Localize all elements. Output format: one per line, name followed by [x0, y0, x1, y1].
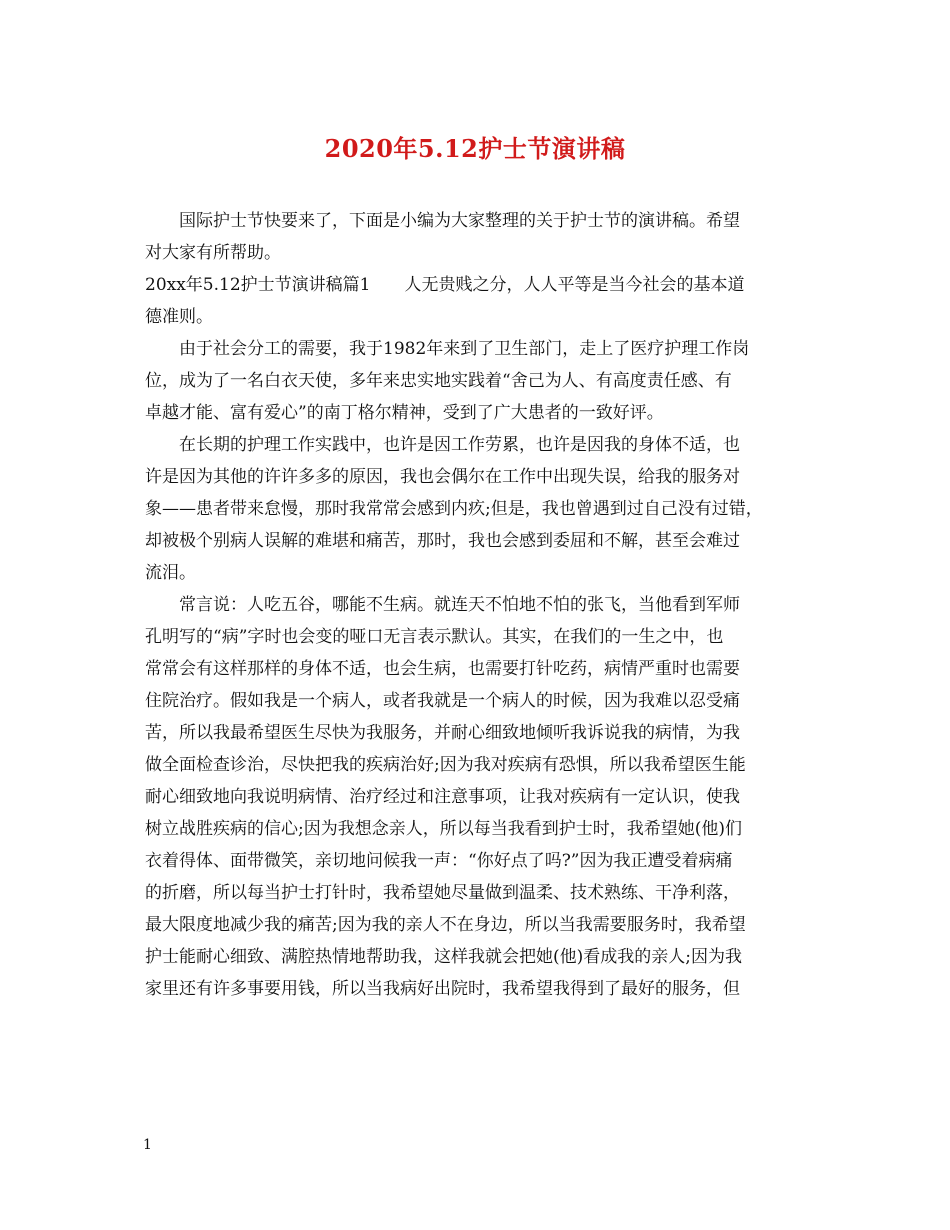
body-line-9: 许是因为其他的许许多多的原因，我也会偶尔在工作中出现失误，给我的服务对 — [145, 467, 740, 487]
body-line-2: 对大家有所帮助。 — [145, 243, 281, 263]
body-line-19: 耐心细致地向我说明病情、治疗经过和注意事项，让我对疾病有一定认识，使我 — [145, 787, 740, 807]
body-line-11: 却被极个别病人误解的难堪和痛苦，那时，我也会感到委屈和不解，甚至会难过 — [145, 531, 740, 551]
body-line-17: 苦，所以我最希望医生尽快为我服务，并耐心细致地倾听我诉说我的病情，为我 — [145, 723, 740, 743]
body-line-6: 位，成为了一名白衣天使，多年来忠实地实践着“舍己为人、有高度责任感、有 — [145, 371, 732, 391]
body-line-5: 由于社会分工的需要，我于1982年来到了卫生部门，走上了医疗护理工作岗 — [179, 339, 750, 359]
body-line-13: 常言说：人吃五谷，哪能不生病。就连天不怕地不怕的张飞，当他看到军师 — [179, 595, 740, 615]
body-line-20: 树立战胜疾病的信心;因为我想念亲人，所以每当我看到护士时，我希望她(他)们 — [145, 819, 742, 839]
body-line-10: 象——患者带来怠慢，那时我常常会感到内疚;但是，我也曾遇到过自己没有过错， — [145, 499, 763, 519]
body-line-1: 国际护士节快要来了，下面是小编为大家整理的关于护士节的演讲稿。希望 — [179, 211, 740, 231]
document-title: 2020年5.12护士节演讲稿 — [324, 134, 626, 163]
body-line-21: 衣着得体、面带微笑，亲切地问候我一声：“你好点了吗?”因为我正遭受着病痛 — [145, 851, 733, 871]
body-line-4: 德准则。 — [145, 307, 213, 327]
body-line-12: 流泪。 — [145, 563, 196, 583]
body-line-24: 护士能耐心细致、满腔热情地帮助我，这样我就会把她(他)看成我的亲人;因为我 — [145, 947, 742, 967]
body-line-14: 孔明写的“病”字时也会变的哑口无言表示默认。其实，在我们的一生之中，也 — [145, 627, 724, 647]
body-line-3: 20xx年5.12护士节演讲稿篇1 人无贵贱之分，人人平等是当今社会的基本道 — [145, 275, 745, 295]
body-line-18: 做全面检查诊治，尽快把我的疾病治好;因为我对疾病有恐惧，所以我希望医生能 — [145, 755, 746, 775]
body-line-15: 常常会有这样那样的身体不适，也会生病，也需要打针吃药，病情严重时也需要 — [145, 659, 740, 679]
body-line-23: 最大限度地减少我的痛苦;因为我的亲人不在身边，所以当我需要服务时，我希望 — [145, 915, 746, 935]
body-line-22: 的折磨，所以每当护士打针时，我希望她尽量做到温柔、技术熟练、干净利落， — [145, 883, 740, 903]
document-body — [145, 205, 810, 1005]
body-line-16: 住院治疗。假如我是一个病人，或者我就是一个病人的时候，因为我难以忍受痛 — [145, 691, 740, 711]
page-number: 1 — [143, 1137, 152, 1153]
body-line-7: 卓越才能、富有爱心”的南丁格尔精神，受到了广大患者的一致好评。 — [145, 403, 664, 423]
body-line-8: 在长期的护理工作实践中，也许是因工作劳累，也许是因我的身体不适，也 — [179, 435, 740, 455]
body-line-25: 家里还有许多事要用钱，所以当我病好出院时，我希望我得到了最好的服务，但 — [145, 979, 740, 999]
